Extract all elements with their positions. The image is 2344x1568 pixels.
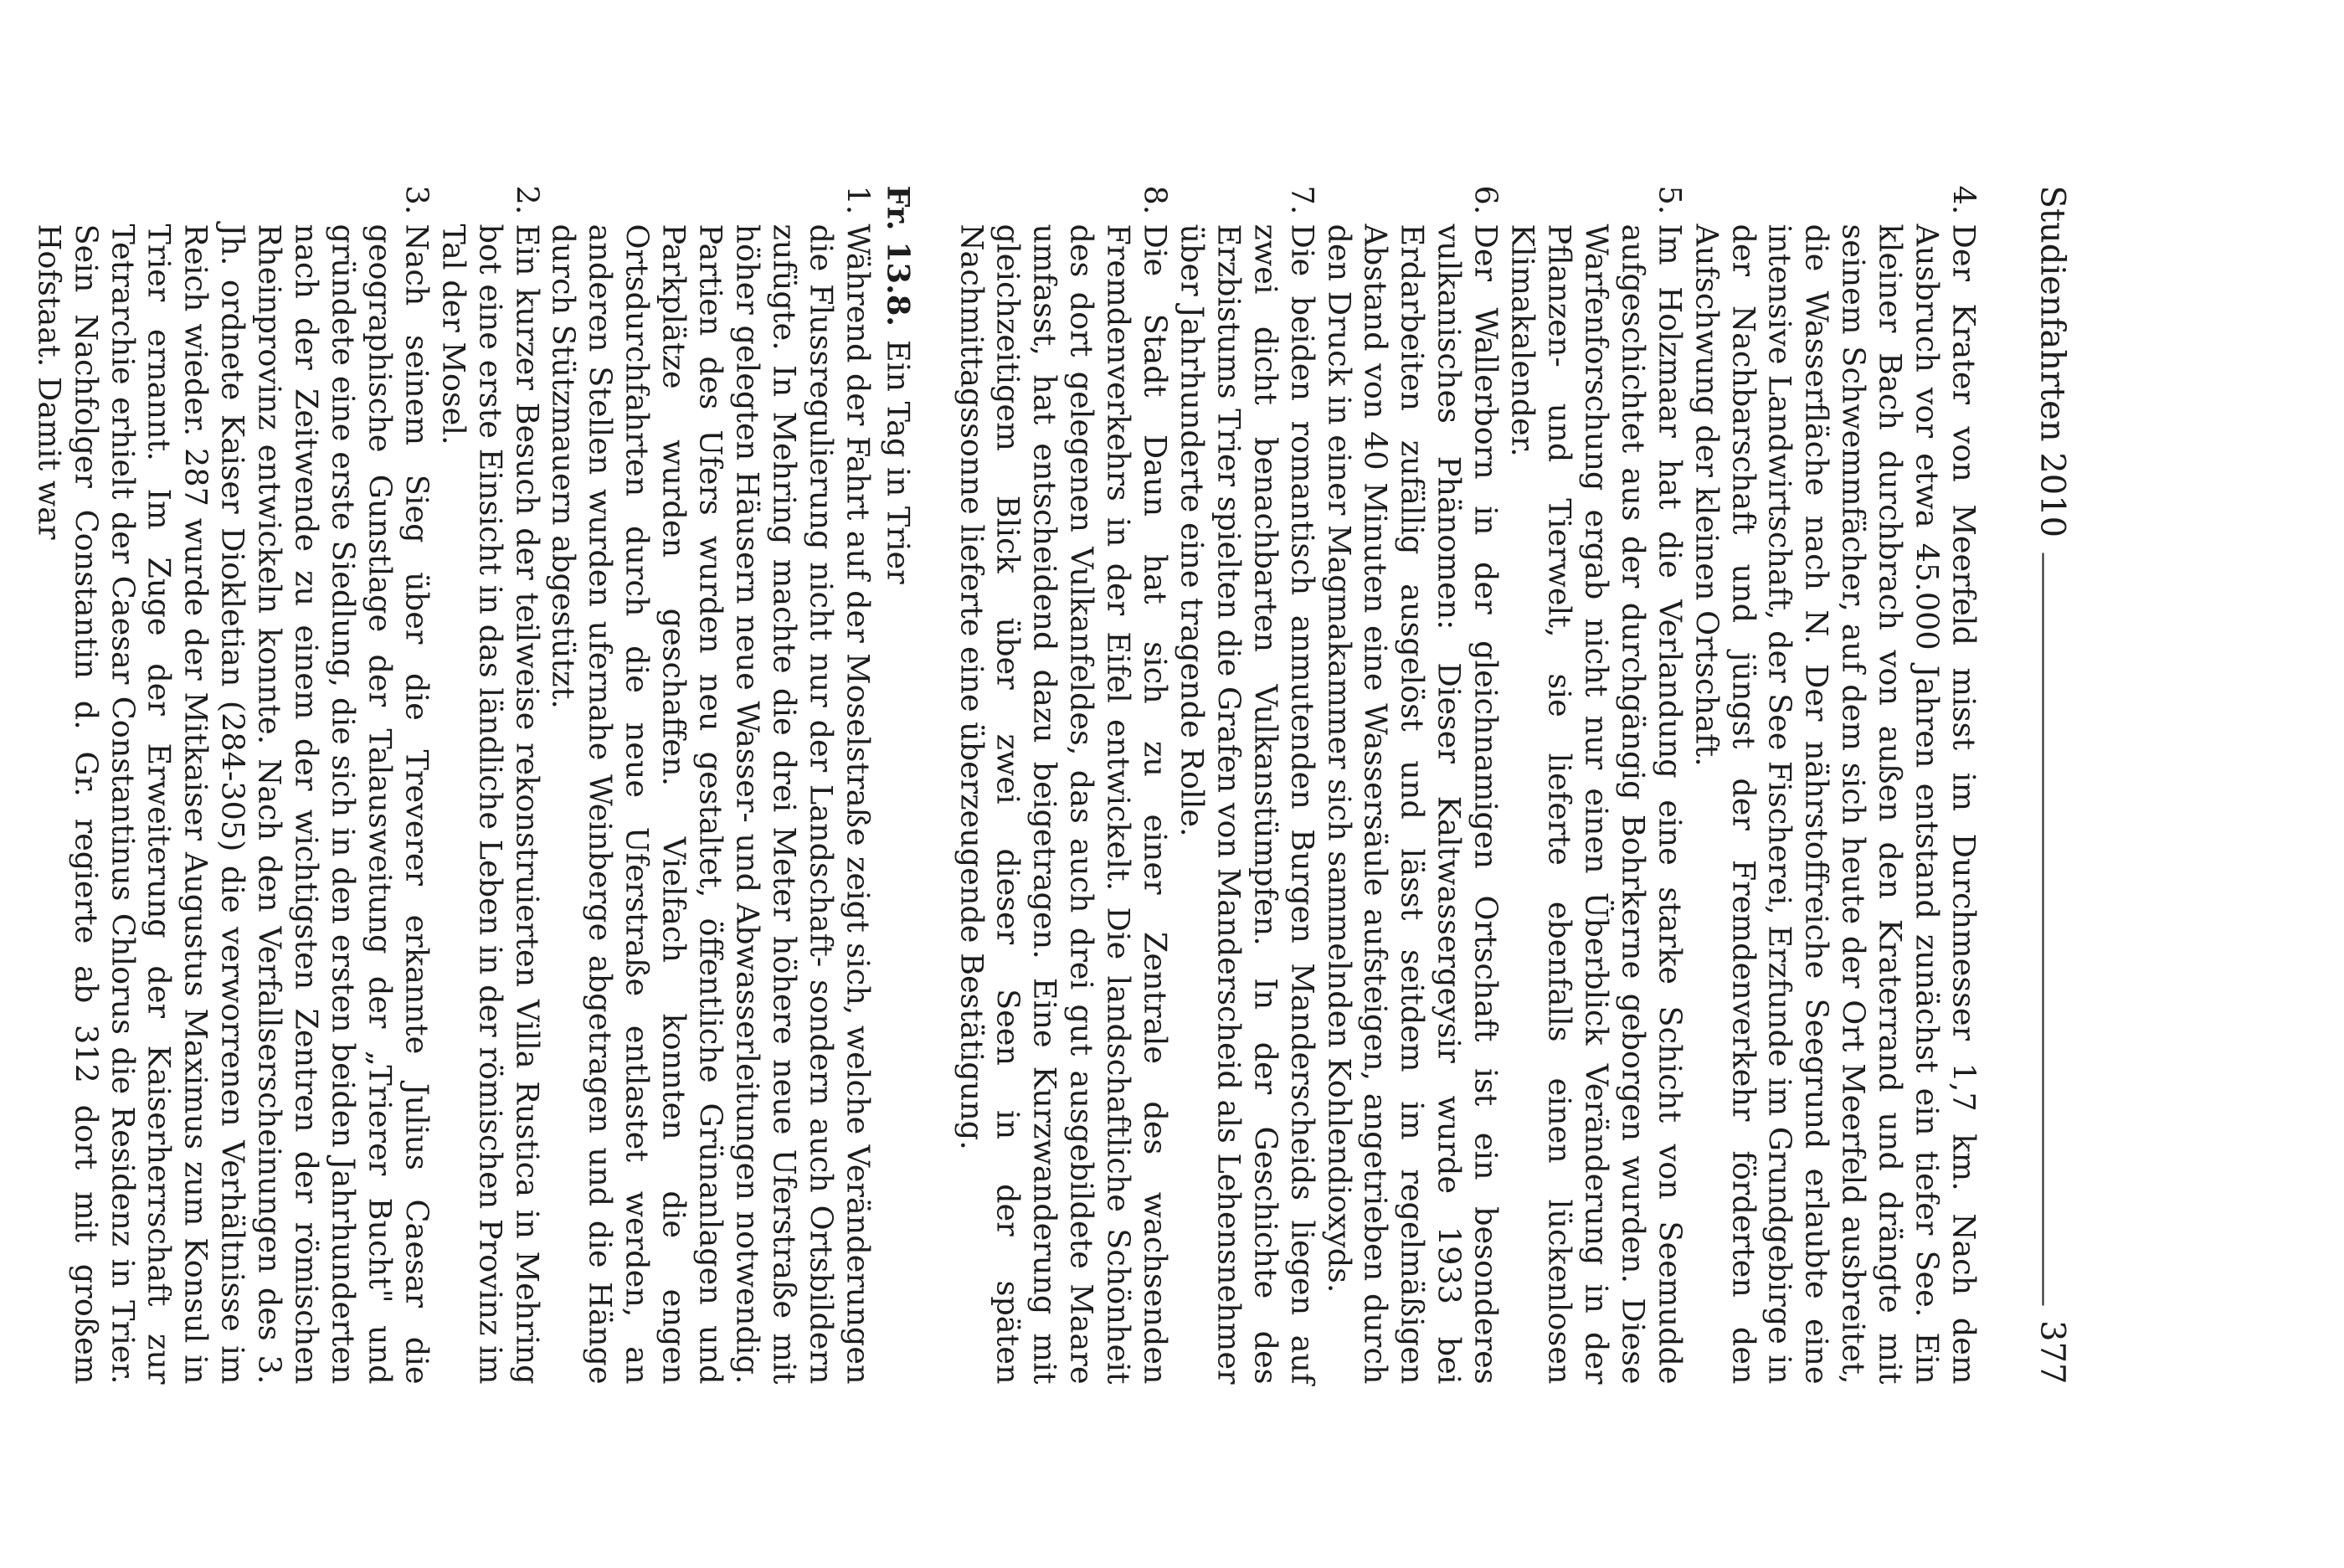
item-text: Der Krater von Meerfeld misst im Durchmesser 1,7 km. Nach dem Ausbruch vor etwa 45.000 Jahren entstand zunächst ein tiefer See. Ein kleiner Bach durchbrach von außen den Kraterrand und drängte mit seinem Schwemmfächer, auf dem sich heute der Ort Meerfeld ausbreitet, die Wasserfläche nach N. Der nährstoffreiche Seegrund erlaubte eine intensive Landwirtschaft, der See Fischerei, Erzfunde im Grundgebirge in der Nachbarschaft und jüngst der Fremdenverkehr förderten den Aufschwung der kleinen Ortschaft. [1689, 224, 1982, 1385]
list-item [1504, 186, 1689, 1385]
item-text: Während der Fahrt auf der Moselstraße zeigt sich, welche Veränderungen die Flussregulierung nicht nur der Landschaft- sondern auch Ortsbildern zufügte. In Mehring machte die drei Meter höhere neue Uferstraße mit höher gelegten Häusern neue Wasser- und Abwasserleitungen notwendig. Partien des Ufers wurden neu gestaltet, öffentliche Grünanlagen und Parkplätze wurden geschaffen. Vielfach konnten die engen Ortsdurchfahrten durch die neue Uferstraße entlastet werden, an anderen Stellen wurden ufernahe Weinberge abgetragen und die Hänge durch Stützmauern abgestützt. [545, 224, 876, 1385]
page-number: 377 [2033, 1320, 2072, 1385]
running-title: Studienfahrten 2010 [2033, 185, 2072, 538]
list-item [545, 186, 876, 1385]
list-part-one [953, 186, 1982, 1385]
item-number: 1. [840, 185, 876, 215]
item-number: 4. [1946, 185, 1982, 215]
section-title: Ein Tag in Trier [880, 340, 917, 584]
list-item [30, 186, 434, 1385]
item-number: 5. [1652, 185, 1689, 215]
item-number: 2. [509, 185, 546, 215]
item-text: Die Stadt Daun hat sich zu einer Zentrale des wachsenden Fremdenverkehrs in der Eifel entwickelt. Die landschaftliche Schönheit des dort gelegenen Vulkanfeldes, das auch drei gut ausgebildete Maare umfasst, hat entscheidend dazu beigetragen. Eine Kurzwanderung mit gleichzeitigem Blick über zwei dieser Seen in der späten Nachmittagssonne lieferte eine überzeugende Bestätigung. [954, 224, 1174, 1385]
item-number: 6. [1468, 185, 1504, 215]
item-text: Der Wallerborn in der gleichnamigen Ortschaft ist ein besonderes vulkanisches Phänomen: Dieser Kaltwassergeysir wurde 1933 bei Erdarbeiten zufällig ausgelöst und lässt seitdem im regelmäßigen Abstand von 40 Minuten eine Wassersäule aufsteigen, angetrieben durch den Druck in einer Magmakammer sich sammelnden Kohlendioxyds. [1321, 224, 1504, 1385]
item-number: 7. [1284, 185, 1321, 215]
list-item [1174, 186, 1321, 1385]
item-text: Nach seinem Sieg über die Treverer erkannte Julius Caesar die geographische Gunstlage der Talausweitung der „Trierer Bucht" und gründete eine erste Siedlung, die sich in den ersten beiden Jahrhunderten nach der Zeitwende zu einem der wichtigsten Zentren der römischen Rheinprovinz entwickeln konnte. Nach den Verfallserscheinungen des 3. Jh. ordnete Kaiser Diokletian (284-305) die verworrenen Verhältnisse im Reich wieder. 287 wurde der Mitkaiser Augustus Maximus zum Konsul in Trier ernannt. Im Zuge der Erweiterung der Kaiserherrschaft zur Tetrarchie erhielt der Caesar Constantinus Chlorus die Residenz in Trier. Sein Nachfolger Constantin d. Gr. regierte ab 312 dort mit großem Hofstaat. Damit war [31, 224, 435, 1385]
section-date: Fr. 13.8. [880, 185, 917, 327]
item-number: 3. [398, 185, 435, 215]
header-rule [2043, 553, 2044, 1305]
book-page [31, 79, 2232, 1489]
list-item [953, 186, 1173, 1385]
list-item [1688, 186, 1982, 1385]
item-text: Ein kurzer Besuch der teilweise rekonstruierten Villa Rustica in Mehring bot eine erste Einsicht in das ländliche Leben in der römischen Provinz im Tal der Mosel. [435, 224, 546, 1385]
item-text: Die beiden romantisch anmutenden Burgen Manderscheids liegen auf zwei dicht benachbarten Vulkanstümpfen. In der Geschichte des Erzbistums Trier spielten die Grafen von Manderscheid als Lehensnehmer über Jahrhunderte eine tragende Rolle. [1174, 224, 1321, 1385]
section-heading [879, 186, 916, 1385]
list-part-two [30, 186, 876, 1385]
running-header [2033, 186, 2073, 1385]
list-item [434, 186, 545, 1385]
item-number: 8. [1137, 185, 1174, 215]
list-item [1320, 186, 1504, 1385]
item-text: Im Holzmaar hat die Verlandung eine starke Schicht von Seemudde aufgeschichtet aus der durchgängig Bohrkerne geborgen wurden. Diese Warfenforschung ergab nicht nur einen Überblick Veränderung in der Pflanzen- und Tierwelt, sie lieferte ebenfalls einen lückenlosen Klimakalender. [1504, 224, 1689, 1385]
